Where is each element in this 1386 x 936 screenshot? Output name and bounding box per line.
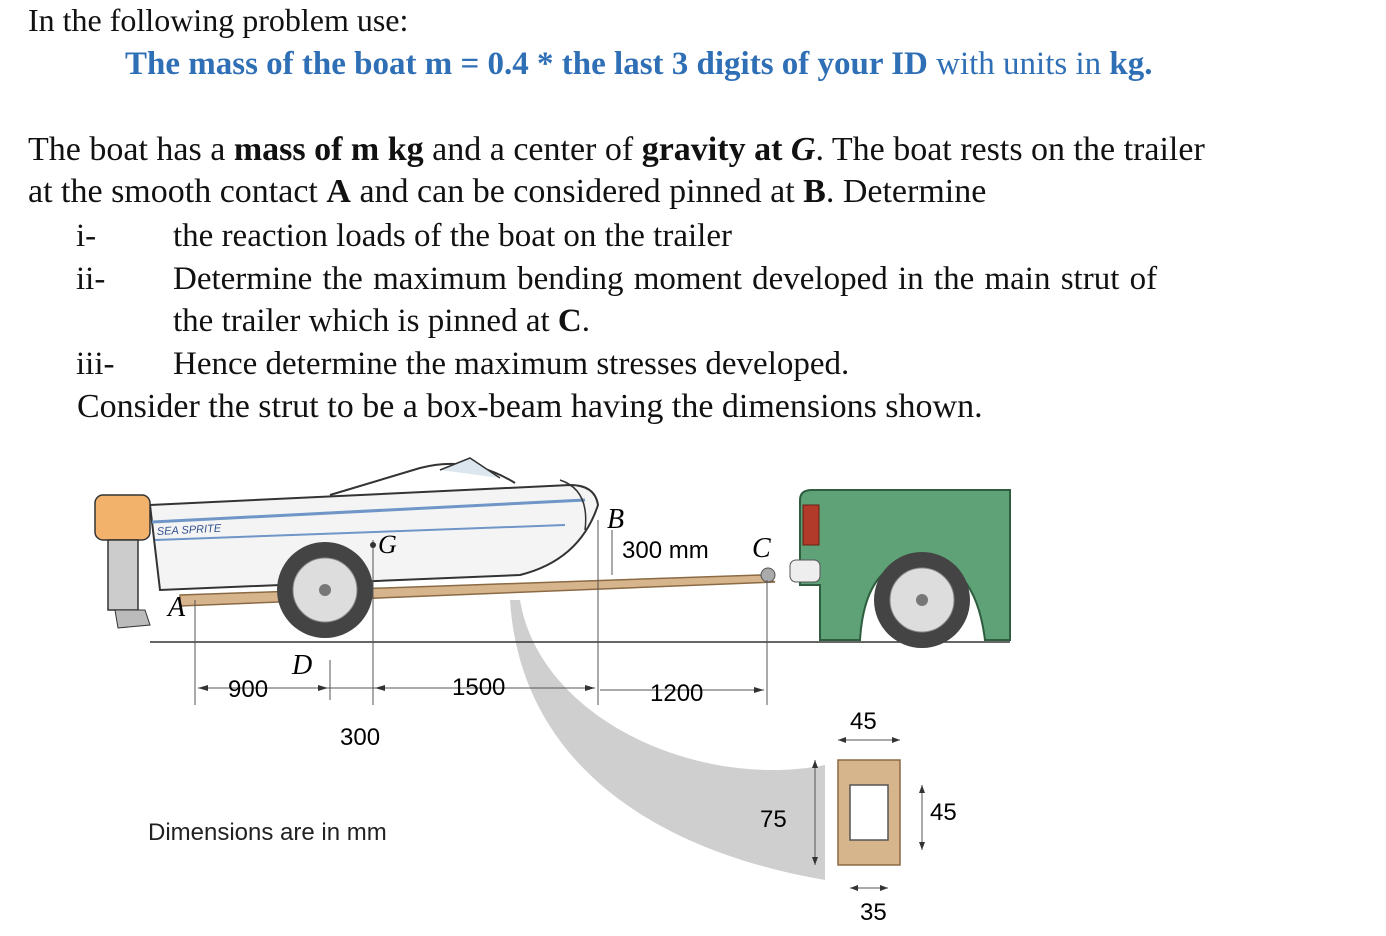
para-text: and can be considered pinned at — [350, 173, 804, 210]
intro-line: In the following problem use: — [28, 2, 409, 38]
mass-rule-unit: kg. — [1109, 46, 1153, 82]
item-text-part: the trailer which is pinned at — [173, 303, 558, 339]
item-number: iii- — [76, 346, 115, 382]
para-text: . The boat rests on the trailer — [815, 131, 1205, 168]
para-gravity: gravity at — [641, 131, 791, 168]
dim-outer-width: 45 — [850, 708, 877, 735]
item-text: Hence determine the maximum stresses developed. — [173, 346, 850, 382]
closing-line: Consider the strut to be a box-beam having the dimensions shown. — [77, 388, 983, 425]
mass-rule-main: The mass of the boat m = 0.4 * the last 3 digits of your ID — [125, 46, 928, 82]
tail-light — [803, 505, 819, 545]
dimensions-note: Dimensions are in mm — [148, 819, 387, 846]
item-text: Determine the maximum bending moment developed in the main strut of — [173, 261, 1158, 297]
item-number: ii- — [76, 261, 106, 297]
label-b: B — [607, 504, 625, 535]
para-a-symbol: A — [326, 173, 351, 210]
label-d: D — [292, 650, 313, 681]
dim-300: 300 — [340, 724, 381, 751]
hitch-ball — [761, 568, 775, 582]
dim-1500: 1500 — [452, 674, 506, 701]
dim-inner-height: 45 — [930, 799, 957, 826]
brand-label: SEA SPRITE — [156, 522, 222, 538]
label-c: C — [752, 533, 771, 564]
outboard-motor — [95, 495, 150, 628]
label-g: G — [378, 530, 397, 559]
bumper-hitch — [790, 560, 820, 582]
para-text: at the smooth contact — [28, 173, 327, 210]
para-text: and a center of — [423, 131, 642, 168]
dim-outer-height: 75 — [760, 806, 787, 833]
para-g-symbol: G — [790, 131, 816, 168]
box-inner — [850, 785, 888, 840]
item-text: the reaction loads of the boat on the trailer — [173, 218, 732, 254]
label-a: A — [168, 592, 186, 623]
item-number: i- — [76, 218, 97, 254]
item-text-part: . — [581, 303, 590, 339]
dim-300mm: 300 mm — [622, 537, 709, 564]
dim-1200: 1200 — [650, 680, 704, 707]
para-b-symbol: B — [803, 173, 826, 210]
para-text: . Determine — [825, 173, 987, 210]
dim-inner-width: 35 — [860, 899, 887, 926]
dim-900: 900 — [228, 676, 269, 703]
mass-rule-units-text: with units in — [927, 46, 1110, 82]
para-text: The boat has a — [28, 131, 234, 168]
box-beam-section — [812, 737, 925, 891]
para-mass: mass of m kg — [233, 131, 424, 168]
item-c-symbol: C — [557, 303, 582, 339]
cg-point — [370, 542, 376, 548]
truck — [790, 490, 1010, 648]
